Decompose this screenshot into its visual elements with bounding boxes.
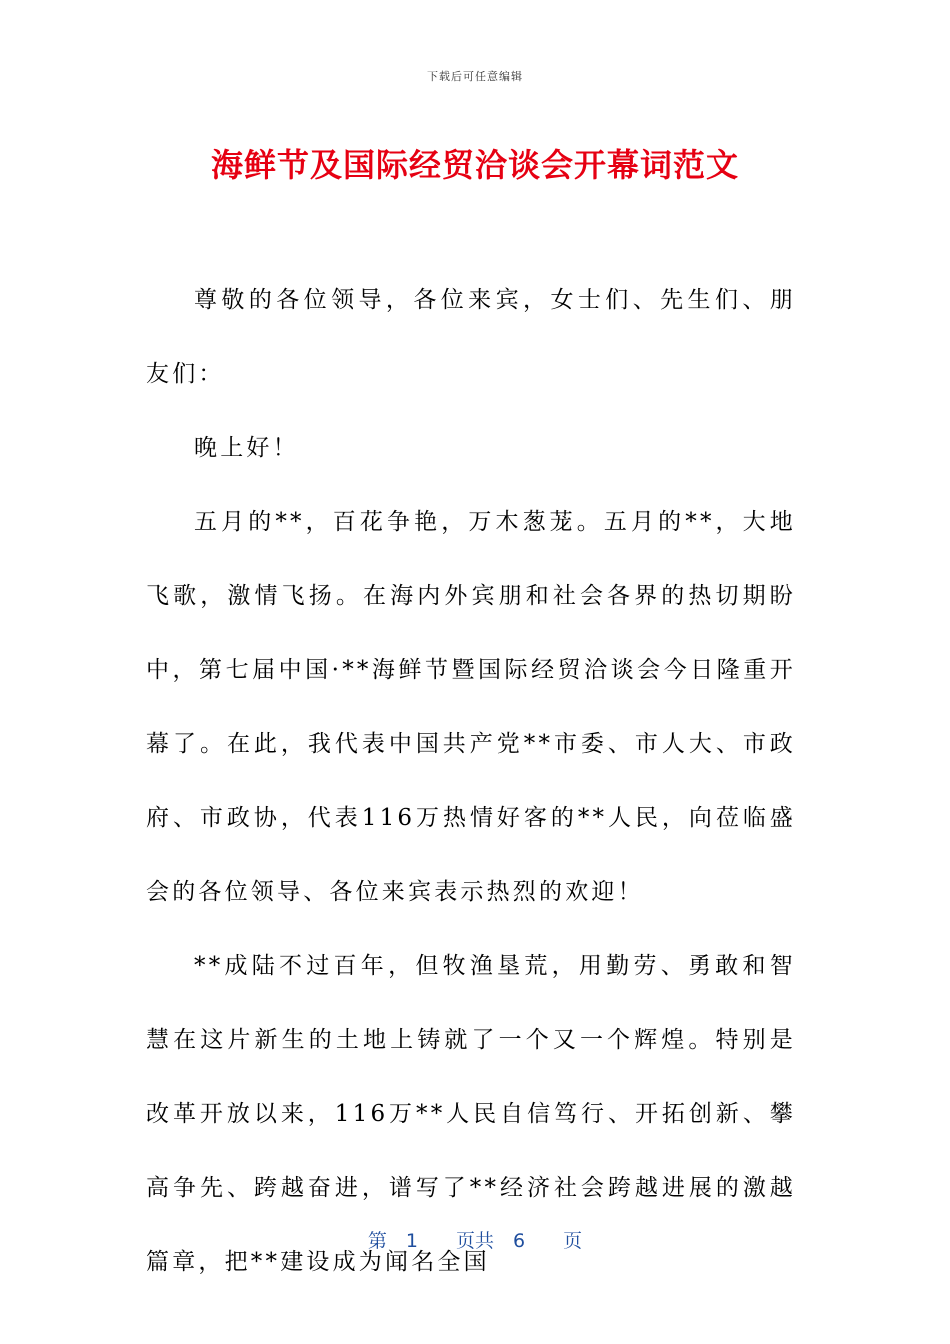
document-body bbox=[146, 263, 796, 1299]
paragraph-greeting: 晚上好！ bbox=[194, 435, 299, 461]
paragraph-salutation: 尊敬的各位领导，各位来宾，女士们、先生们、朋友们： bbox=[146, 287, 796, 387]
header-note: 下载后可任意编辑 bbox=[427, 70, 523, 83]
page-number-footer: 第 1 页共 6 页 bbox=[367, 1230, 583, 1252]
paragraph-welcome: 五月的**，百花争艳，万木葱茏。五月的**，大地飞歌，激情飞扬。在海内外宾朋和社会各界的热切期盼中，第七届中国·**海鲜节暨国际经贸洽谈会今日隆重开幕了。在此，我代表中国共产党**市委、市人大、市政府、市政协，代表116万热情好客的**人民，向莅临盛会的各位领导、各位来宾表示热烈的欢迎！ bbox=[146, 509, 796, 905]
document-title: 海鲜节及国际经贸洽谈会开幕词范文 bbox=[210, 146, 739, 184]
paragraph-history: **成陆不过百年，但牧渔垦荒，用勤劳、勇敢和智慧在这片新生的土地上铸就了一个又一个辉煌。特别是改革开放以来，116万**人民自信笃行、开拓创新、攀高争先、跨越奋进，谱写了**经济社会跨越进展的激越篇章，把**建设成为闻名全国 bbox=[146, 953, 796, 1275]
